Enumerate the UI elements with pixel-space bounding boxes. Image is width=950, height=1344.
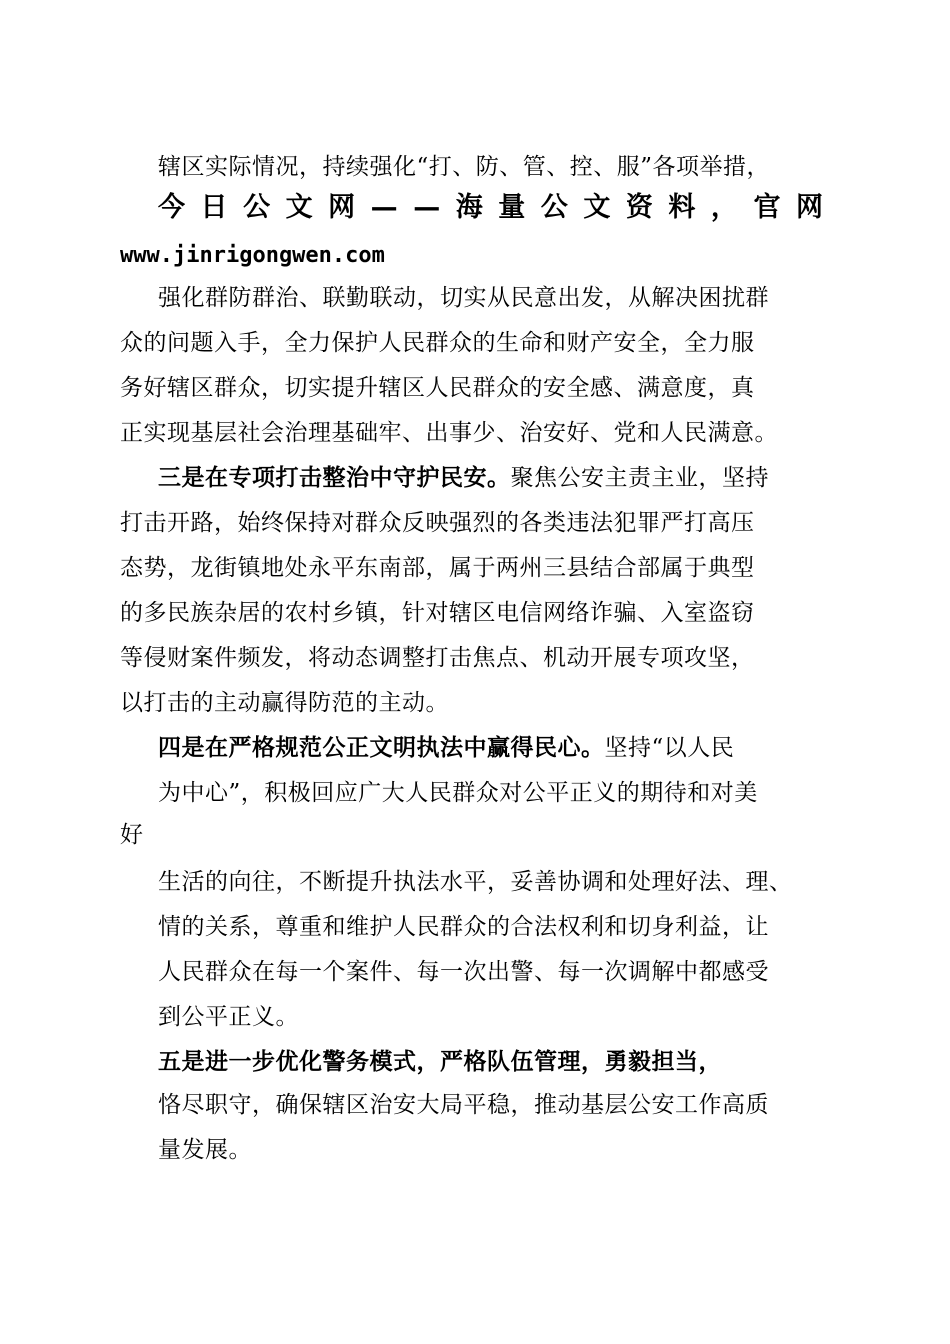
text-line: 好 bbox=[120, 822, 144, 848]
banner-char: 官 bbox=[753, 192, 781, 223]
text-line: 生活的向往，不断提升执法水平，妥善协调和处理好法、理、 bbox=[158, 869, 793, 895]
paragraph-heading: 五是进一步优化警务模式，严格队伍管理，勇毅担当， bbox=[158, 1048, 722, 1075]
text-line: 人民群众在每一个案件、每一次出警、每一次调解中都感受 bbox=[158, 959, 769, 985]
text-line: 辖区实际情况，持续强化“打、防、管、控、服”各项举措， bbox=[158, 154, 771, 180]
banner-char: — bbox=[413, 192, 441, 223]
watermark-banner bbox=[158, 192, 823, 224]
banner-char: 网 bbox=[328, 192, 356, 223]
text-line: 正实现基层社会治理基础牢、出事少、治安好、党和人民满意。 bbox=[120, 420, 778, 446]
banner-char: 今 bbox=[158, 192, 185, 223]
text-span: 聚焦公安主责主业，坚持 bbox=[510, 465, 769, 491]
text-line: 态势，龙街镇地处永平东南部，属于两州三县结合部属于典型 bbox=[120, 555, 755, 581]
banner-char: 资 bbox=[625, 192, 653, 223]
banner-char: 量 bbox=[498, 192, 526, 223]
text-line: 打击开路，始终保持对群众反映强烈的各类违法犯罪严打高压 bbox=[120, 510, 755, 536]
paragraph-heading: 三是在专项打击整治中守护民安。 bbox=[158, 464, 511, 491]
text-span: 坚持“以人民 bbox=[604, 735, 735, 761]
banner-char: 公 bbox=[540, 192, 568, 223]
text-line: 量发展。 bbox=[158, 1137, 252, 1163]
website-url: www.jinrigongwen.com bbox=[120, 243, 385, 268]
banner-char: 海 bbox=[455, 192, 483, 223]
text-line: 情的关系，尊重和维护人民群众的合法权利和切身利益，让 bbox=[158, 914, 769, 940]
text-line: 众的问题入手，全力保护人民群众的生命和财产安全，全力服 bbox=[120, 330, 755, 356]
text-line: 以打击的主动赢得防范的主动。 bbox=[120, 690, 449, 716]
banner-char: 文 bbox=[285, 192, 313, 223]
banner-char: ， bbox=[710, 192, 738, 223]
banner-char: 文 bbox=[583, 192, 611, 223]
banner-char: 料 bbox=[668, 192, 696, 223]
banner-char: 网 bbox=[795, 192, 823, 223]
paragraph-first-line bbox=[158, 463, 769, 493]
text-line: 的多民族杂居的农村乡镇，针对辖区电信网络诈骗、入室盗窃 bbox=[120, 600, 755, 626]
banner-char: 公 bbox=[243, 192, 271, 223]
paragraph-heading: 四是在严格规范公正文明执法中赢得民心。 bbox=[158, 734, 605, 761]
text-line: 等侵财案件频发，将动态调整打击焦点、机动开展专项攻坚， bbox=[120, 645, 755, 671]
banner-char: — bbox=[370, 192, 398, 223]
text-line: 到公平正义。 bbox=[158, 1004, 299, 1030]
text-line: 务好辖区群众，切实提升辖区人民群众的安全感、满意度，真 bbox=[120, 375, 755, 401]
banner-char: 日 bbox=[200, 192, 228, 223]
text-line: 恪尽职守，确保辖区治安大局平稳，推动基层公安工作高质 bbox=[158, 1092, 769, 1118]
text-line: 为中心”，积极回应广大人民群众对公平正义的期待和对美 bbox=[158, 780, 758, 806]
paragraph-first-line bbox=[158, 733, 734, 763]
text-line: 强化群防群治、联勤联动，切实从民意出发，从解决困扰群 bbox=[158, 285, 769, 311]
